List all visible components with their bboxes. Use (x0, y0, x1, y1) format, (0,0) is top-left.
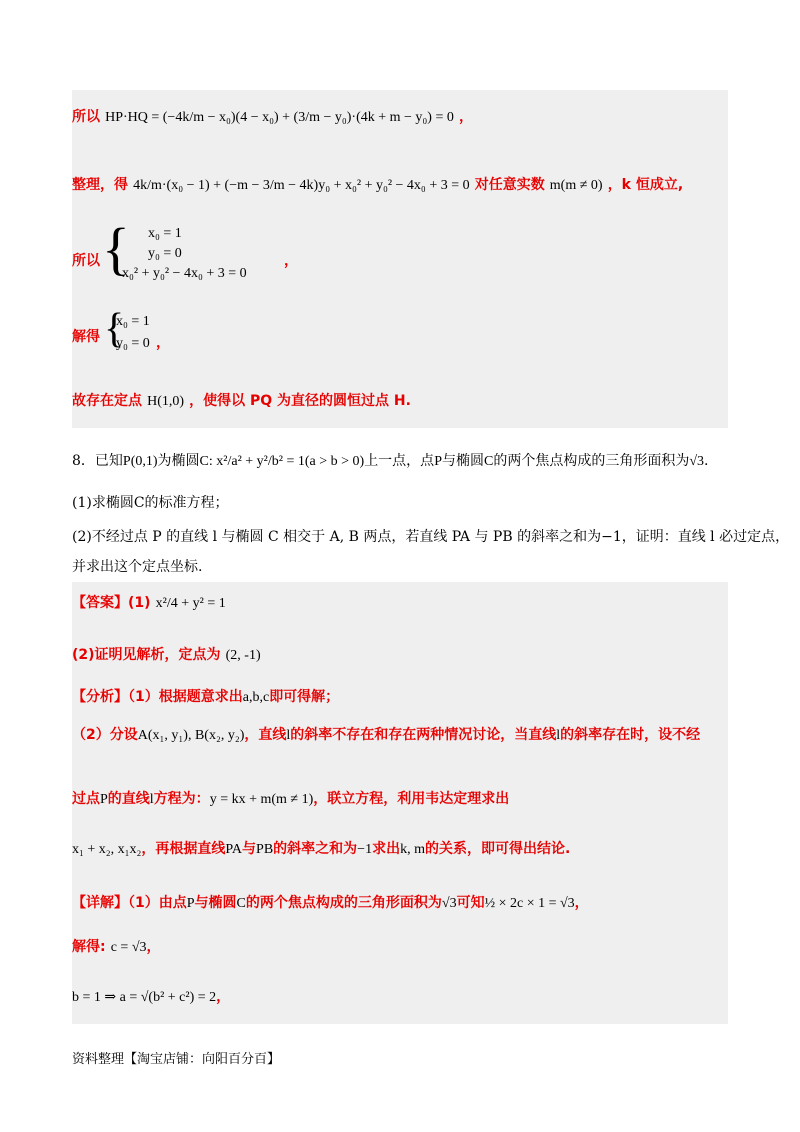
brace-icon: { (102, 216, 130, 281)
page-footer: 资料整理【淘宝店铺：向阳百分百】 (72, 1052, 281, 1067)
solution-line-2: 整理，得 4k/m·(x₀ − 1) + (−m − 3/m − 4k)y₀ + x₀² + y₀² − 4x₀ + 3 = 0 对任意实数 m(m ≠ 0) ，k 恒成立, (72, 177, 684, 193)
solution-line-1: 所以 HP·HQ = (−4k/m − x₀)(4 − x₀) + (3/m − y₀)·(4k + m − y₀) = 0 ， (72, 109, 473, 125)
question-part-1: (1)求椭圆C的标准方程； (72, 495, 229, 511)
analysis-line-3: 过点P的直线l方程为：y = kx + m(m ≠ 1)，联立方程，利用韦达定理求出 (72, 791, 510, 807)
answer-line-1: 【答案】(1) x²/4 + y² = 1 (72, 595, 226, 611)
question-part-2-cont: 并求出这个定点坐标. (72, 559, 203, 575)
analysis-line-4: x₁ + x₂, x₁x₂，再根据直线PA与PB的斜率之和为−1求出k, m的关系，即可得出结论. (72, 841, 571, 857)
answer-line-2: (2)证明见解析，定点为 (2, -1) (72, 647, 261, 663)
analysis-line-2: （2）分设A(x₁, y₁), B(x₂, y₂)，直线l的斜率不存在和存在两种情况讨论，当直线l的斜率存在时，设不经 (72, 727, 701, 743)
detail-line-3: b = 1 ⇒ a = √(b² + c²) = 2， (72, 989, 231, 1005)
solution-block-top: 所以 HP·HQ = (−4k/m − x₀)(4 − x₀) + (3/m − y₀)·(4k + m − y₀) = 0 ， 整理，得 4k/m·(x₀ − 1) + (−m − 3/m − 4k)y₀ + x₀² + y₀² − 4x₀ + 3 = 0 对任意实数 m(m ≠ 0) ，k 恒成立, 所以 { x₀ = 1 y₀ = 0 x₀² + y₀² − 4x₀ + 3 = 0 ， 解得 { x₀ = 1 y₀ = 0 ， 故存在定点 H(1,0) ，使得以 PQ 为直径的圆恒过点 H. (72, 90, 728, 428)
detail-line-2: 解得: c = √3， (72, 939, 161, 955)
question-line-1: 8．已知P(0,1)为椭圆C: x²/a² + y²/b² = 1(a > b > 0)上一点，点P与椭圆C的两个焦点构成的三角形面积为√3. (72, 453, 709, 469)
brace-icon: { (104, 306, 125, 352)
detail-line-1: 【详解】（1）由点P与椭圆C的两个焦点构成的三角形面积为√3可知½ × 2c × 1 = √3， (72, 895, 589, 911)
question-part-2: (2)不经过点 P 的直线 l 与椭圆 C 相交于 A, B 两点，若直线 PA 与 PB 的斜率之和为−1，证明：直线 l 必过定点， (72, 529, 790, 545)
solution-line-5: 故存在定点 H(1,0) ，使得以 PQ 为直径的圆恒过点 H. (72, 393, 411, 409)
analysis-line-1: 【分析】（1）根据题意求出a,b,c即可得解； (72, 689, 340, 705)
solution-block-bottom (72, 582, 728, 1024)
question-8 (72, 440, 790, 580)
